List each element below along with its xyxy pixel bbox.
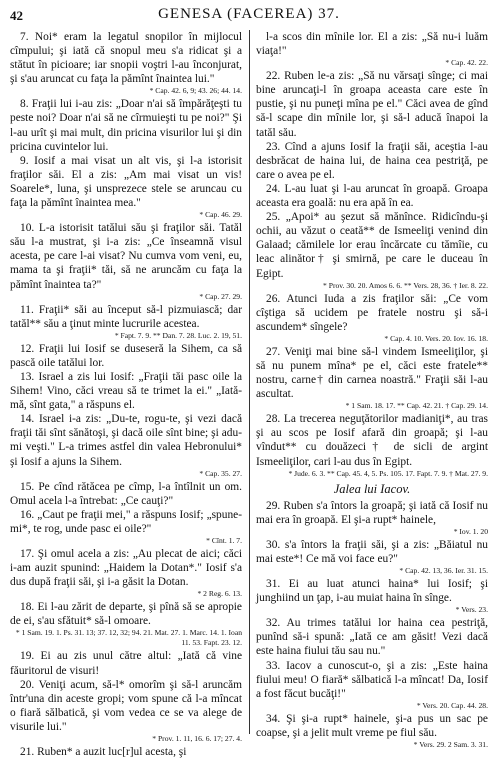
- cross-reference: * Vers. 23.: [455, 605, 488, 615]
- verse: l-a scos din mînile lor. El a zis: „Să nu-i luăm viaţa!": [256, 31, 488, 58]
- verse: 8. Fraţii lui i-au zis: „Doar n'ai să împărăţeşti tu peste noi? Doar n'ai să ne cîrmuieşti tu pe noi?" Şi l-au urît şi mai mult, din pricina visurilor lui şi din pricina cuvintelor lui.: [10, 98, 242, 153]
- section-heading: Jalea lui Iacov.: [333, 481, 411, 496]
- cross-reference: * Cap. 27. 29.: [199, 291, 242, 301]
- verse: 19. Ei au zis unul către altul: „Iată că vine făuritorul de visuri!: [10, 650, 242, 677]
- left-column: [10, 30, 242, 759]
- cross-reference: * Cap. 4. 10. Vers. 20. Iov. 16. 18.: [384, 333, 488, 343]
- verse: 7. Noi* eram la legatul snopilor în mijlocul cîmpului; şi iată că snopul meu s'a ridicat şi a stătut în picioare; iar snopii voştri l-au înconjurat, şi s'au aruncat cu faţa la pămînt înaintea lui.": [10, 31, 242, 86]
- page-number: 42: [10, 8, 23, 23]
- verse: 32. Au trimes tatălui lor haina cea pestriţă, punînd să-i spună: „Iată ce am găsit! Vezi dacă este haina fiului tău sau nu.": [256, 617, 488, 658]
- cross-reference: * Cap. 35. 27.: [199, 468, 242, 478]
- verse: 29. Ruben s'a întors la groapă; şi iată că Iosif nu mai era în groapă. El şi-a rupt* hainele,: [256, 499, 488, 526]
- cross-reference: * Prov. 1. 11, 16. 6. 17; 27. 4.: [152, 734, 242, 744]
- cross-reference: * Cap. 46. 29.: [199, 210, 242, 220]
- verse: 25. „Apoi* au şezut să mănînce. Ridicîndu-şi ochii, au văzut o ceată** de Ismeeliţi venind din Galaad; cămilele lor erau încărcate cu tămîie, cu leac alinător† şi smirnă, pe care le duceau în Egipt.: [256, 211, 488, 280]
- cross-reference: * Vers. 20. Cap. 44. 28.: [416, 700, 488, 710]
- verse: 11. Fraţii* săi au început să-l pizmuiască; dar tatăl** său a ţinut minte lucrurile acestea.: [10, 303, 242, 330]
- cross-reference: * Iov. 1. 20: [453, 526, 488, 536]
- cross-reference: * Prov. 30. 20. Amos 6. 6. ** Vers. 28, 36. † Ier. 8. 22.: [323, 280, 488, 290]
- verse: 12. Fraţii lui Iosif se duseseră la Sihem, ca să pască oile tatălui lor.: [10, 342, 242, 369]
- verse: 24. L-au luat şi l-au aruncat în groapă. Groapa aceasta era goală: nu era apă în ea.: [256, 182, 488, 210]
- cross-reference: * 1 Sam. 18. 17. ** Cap. 42. 21. † Cap. 29. 14.: [345, 401, 488, 411]
- right-column: [256, 30, 488, 750]
- verse: 33. Iacov a cunoscut-o, şi a zis: „Este haina fiului meu! O fiară* sălbatică l-a mîncat! Da, Iosif a fost făcut bucăţi!": [256, 659, 488, 700]
- column-divider: [249, 30, 250, 734]
- verse: 14. Israel i-a zis: „Du-te, rogu-te, şi vezi dacă fraţii tăi sînt sănătoşi, şi dacă oile sînt bine; şi adu-mi veşti." L-a trimes astfel din valea Hebronului* şi Iosif a ajuns la Sihem.: [10, 413, 242, 468]
- cross-reference: * Cînt. 1. 7.: [206, 536, 242, 545]
- verse: 20. Veniţi acum, să-l* omorîm şi să-l aruncăm într'una din aceste gropi; vom spune că l-a mîncat o fiară sălbatică, şi vom vedea ce se va alege de visurile lui.": [10, 678, 242, 733]
- verse: 26. Atunci Iuda a zis fraţilor săi: „Ce vom cîştiga să ucidem pe fratele nostru şi să-i ascundem* sîngele?: [256, 292, 488, 333]
- verse: 18. Ei l-au zărit de departe, şi pînă să se apropie de ei, s'au sfătuit* să-l omoare.: [10, 601, 242, 628]
- page-header: [10, 6, 488, 28]
- verse: 21. Ruben* a auzit luc[r]ul acesta, şi: [20, 746, 187, 759]
- verse: 28. La trecerea neguţătorilor madianiţi*, au tras şi au scos pe Iosif afară din groapă; şi l-au vîndut** cu douăzeci† de sicli de argint Ismeeliţilor, cari l-au dus în Egipt.: [256, 413, 488, 468]
- running-title: GENESA (FACEREA) 37.: [158, 6, 340, 22]
- verse: 15. Pe cînd rătăcea pe cîmp, l-a întîlnit un om. Omul acela l-a întrebat: „Ce cauţi?": [10, 480, 242, 507]
- verse: 31. Ei au luat atunci haina* lui Iosif; şi junghiind un ţap, i-au muiat haina în sînge.: [256, 578, 488, 605]
- verse: 23. Cînd a ajuns Iosif la fraţii săi, aceştia l-au desbrăcat de haina lui, de haina cea pestriţă, pe care o avea pe el.: [256, 140, 488, 181]
- cross-reference: * Cap. 42. 13, 36. Ier. 31. 15.: [399, 566, 488, 576]
- cross-reference: * 2 Reg. 6. 13.: [197, 589, 242, 599]
- verse: 27. Veniţi mai bine să-l vindem Ismeeliţilor, şi să nu punem mîna* pe el, căci este fratele** nostru, carne† din carnea noastră." Fraţii săi l-au ascultat.: [256, 345, 488, 401]
- verse: 34. Şi şi-a rupt* hainele, şi-a pus un sac pe coapse, şi a jelit mult vreme pe fiul său.: [256, 712, 488, 739]
- cross-reference: * Cap. 42. 22.: [445, 58, 488, 68]
- cross-reference: * Cap. 42. 6, 9; 43. 26; 44. 14.: [149, 86, 242, 96]
- cross-reference: * 1 Sam. 19. 1. Ps. 31. 13; 37. 12, 32; 94. 21. Mat. 27. 1. Marc. 14. 1. Ioan 11. 53. Fapt. 23. 12.: [15, 628, 242, 648]
- verse: 30. s'a întors la fraţii săi, şi a zis: „Băiatul nu mai este*! Ce mă voi face eu?": [256, 538, 488, 565]
- verse: 9. Iosif a mai visat un alt vis, şi l-a istorisit fraţilor săi. El a zis: „Am mai visat un vis! Soarele*, luna, şi unsprezece stele se aruncau cu faţa la pămînt înaintea mea.": [10, 154, 242, 210]
- cross-reference: * Jude. 6. 3. ** Cap. 45. 4, 5. Ps. 105. 17. Fapt. 7. 9. † Mat. 27. 9.: [288, 468, 488, 478]
- verse: 10. L-a istorisit tatălui său şi fraţilor săi. Tatăl său l-a mustrat, şi i-a zis: „Ce înseamnă visul acesta, pe care l-ai visat? Nu cumva vom veni, eu, mama ta şi fraţii* tăi, să ne aruncăm cu faţa la pămînt înaintea ta?": [10, 222, 242, 291]
- verse: 17. Şi omul acela a zis: „Au plecat de aici; căci i-am auzit spunind: „Haidem la Dotan*." Iosif s'a dus după fraţii săi, şi i-a găsit la Dotan.: [10, 548, 242, 589]
- cross-reference: * Vers. 29. 2 Sam. 3. 31.: [413, 740, 488, 750]
- verse: 16. „Caut pe fraţii mei," a răspuns Iosif; „spune-mi*, te rog, unde pasc ei oile?": [10, 508, 242, 535]
- verse: 13. Israel a zis lui Iosif: „Fraţii tăi pasc oile la Sihem! Vino, căci vreau să te trimet la ei." „Iată-mă, sînt gata," a răspuns el.: [10, 370, 242, 412]
- cross-reference: * Fapt. 7. 9. ** Dan. 7. 28. Luc. 2. 19, 51.: [114, 330, 242, 340]
- verse: 22. Ruben le-a zis: „Să nu vărsaţi sînge; ci mai bine aruncaţi-l în groapa aceasta care este în pustie, şi nu puneţi mîna pe el." Căci avea de gînd să-l scape din mînile lor, şi să-l aducă înapoi la tatăl său.: [256, 70, 488, 139]
